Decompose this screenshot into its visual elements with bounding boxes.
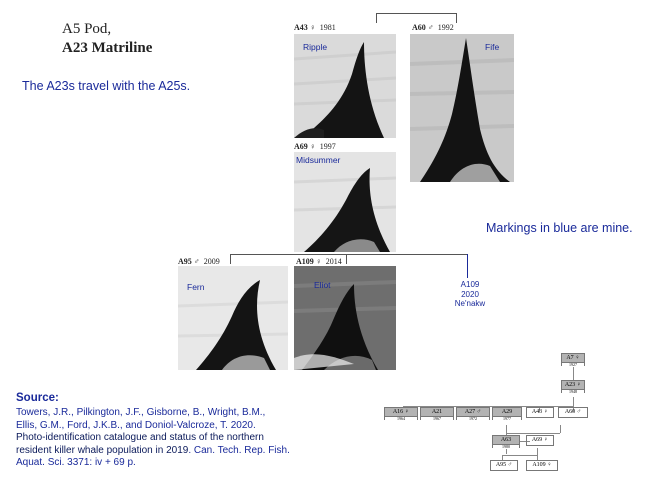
mini-node-a60: A60 ♂ xyxy=(558,407,588,418)
mini-node-a7: A7 ♀ 1927 xyxy=(561,353,585,366)
photo-a69 xyxy=(294,152,396,252)
new-calf-year: 2020 xyxy=(461,289,479,299)
source-title: Source: xyxy=(16,392,59,404)
pod-title xyxy=(62,20,152,58)
mini-family-tree xyxy=(380,345,640,475)
dorsal-fin-a69 xyxy=(294,152,396,252)
name-a109: Eliot xyxy=(314,280,331,290)
markings-note: Markings in blue are mine. xyxy=(486,221,633,235)
dorsal-fin-a60 xyxy=(410,34,514,182)
new-calf-annotation xyxy=(448,280,492,309)
label-a95: A95 ♂ 2009 xyxy=(178,257,220,266)
connector-a95-down xyxy=(230,254,231,264)
label-a43: A43 ♀ 1981 xyxy=(294,23,336,32)
source-citation: Towers, J.R., Pilkington, J.F., Gisborne, B., Wright, B.M., Ellis, G.M., Ford, J.K.B., and Doniol-Valcroze, T. 2020. Photo-identification catalogue and status of the northern resident killer whale population in 2019. Can. Tech. Rep. Fish. Aquat. Sci. 3371: iv + 69 p. xyxy=(16,407,290,468)
mini-node-a29: A29 1977 xyxy=(492,407,522,420)
new-calf-name: Ne'nakw xyxy=(454,299,486,308)
label-a60: A60 ♂ 1992 xyxy=(412,23,454,32)
mini-node-a16: A16 ♀ 1964 xyxy=(384,407,418,420)
matriline-name: A23 Matriline xyxy=(62,40,153,56)
connector-a43-a60-top xyxy=(376,13,456,14)
label-a109: A109 ♀ 2014 xyxy=(296,257,342,266)
mini-node-a63: A63 1980 xyxy=(492,435,520,448)
mini-node-a109: A109 ♀ xyxy=(526,460,558,471)
label-a69: A69 ♀ 1997 xyxy=(294,142,336,151)
name-a60: Fife xyxy=(485,42,500,52)
mini-node-a21: A21 1967 xyxy=(420,407,454,420)
mini-node-a23: A23 ♀ 1948 xyxy=(561,380,585,393)
mini-node-a95: A95 ♂ xyxy=(490,460,518,471)
connector-a109-down xyxy=(346,254,347,264)
new-calf-id: A109 xyxy=(460,280,480,289)
connector-a43-down xyxy=(376,13,377,23)
name-a69: Midsummer xyxy=(296,155,341,165)
mini-node-a43: A43 ♀ xyxy=(526,407,554,418)
pod-name: A5 Pod, xyxy=(62,21,112,37)
connector-a60-down xyxy=(456,13,457,23)
name-a95: Fern xyxy=(187,282,205,292)
connector-new-calf-down xyxy=(467,254,468,278)
mini-node-a69: A69 ♀ xyxy=(526,435,554,446)
connector-a69-children-top xyxy=(230,254,468,255)
photo-a60 xyxy=(410,34,514,182)
name-a43: Ripple xyxy=(303,42,328,52)
travel-note: The A23s travel with the A25s. xyxy=(22,79,191,93)
mini-node-a27: A27 ♂ 1972 xyxy=(456,407,490,420)
